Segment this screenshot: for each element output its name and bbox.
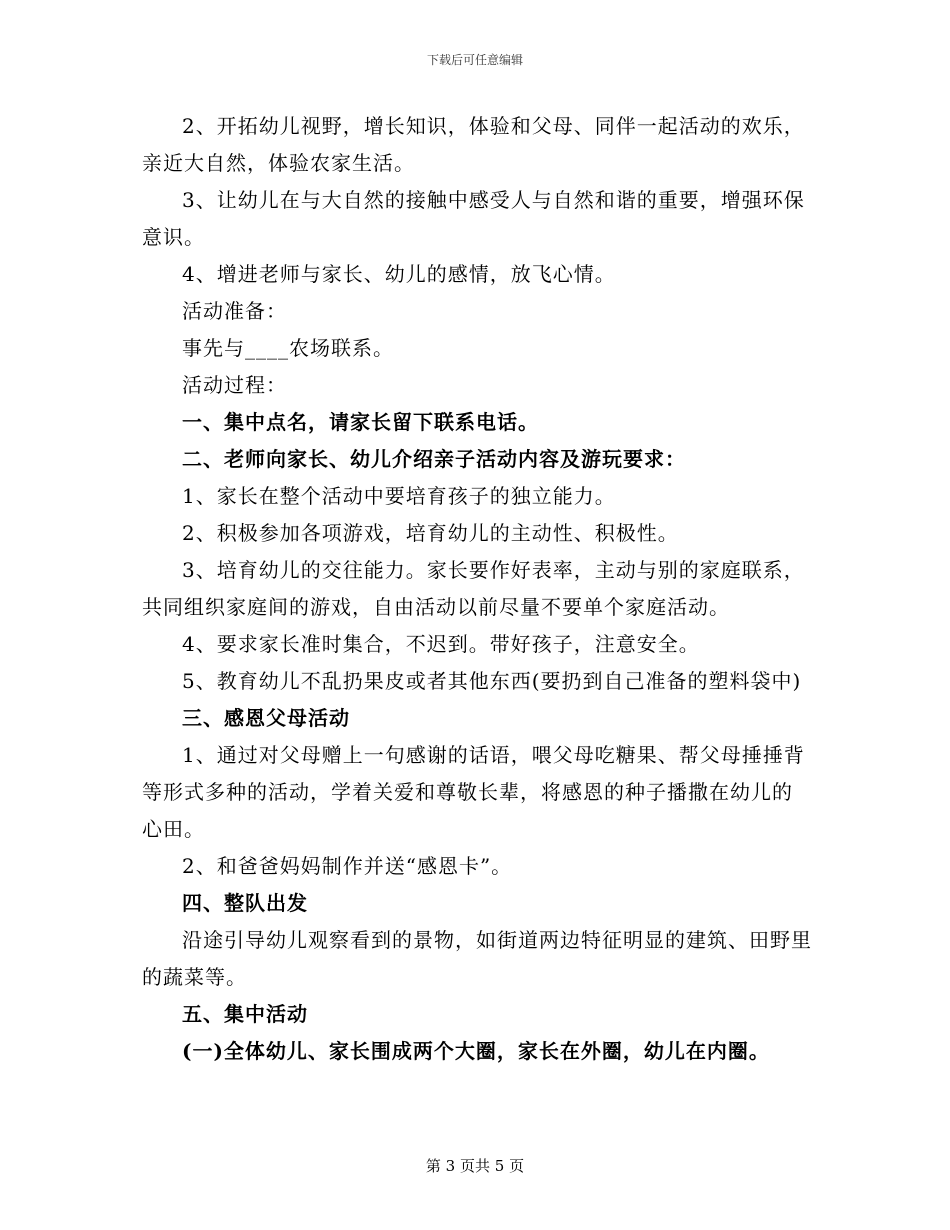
section-heading-1: 一、集中点名，请家长留下联系电话。 <box>182 410 539 434</box>
section-heading-2: 二、老师向家长、幼儿介绍亲子活动内容及游玩要求： <box>182 447 686 471</box>
paragraph-goal-2: 2、开拓幼儿视野，增长知识，体验和父母、同伴一起活动的欢乐，亲近大自然，体验农家生活。 <box>142 114 805 175</box>
paragraph-requirement-5: 5、教育幼儿不乱扔果皮或者其他东西(要扔到自己准备的塑料袋中) <box>182 669 802 693</box>
paragraph-requirement-4: 4、要求家长准时集合，不迟到。带好孩子，注意安全。 <box>182 632 700 656</box>
subsection-heading-1: (一)全体幼儿、家长围成两个大圈，家长在外圈，幼儿在内圈。 <box>182 1039 770 1063</box>
paragraph-requirement-2: 2、积极参加各项游戏，培育幼儿的主动性、积极性。 <box>182 521 679 545</box>
page-footer: 第 3 页共 5 页 <box>425 1157 525 1175</box>
section-heading-3: 三、感恩父母活动 <box>182 706 350 730</box>
paragraph-gratitude-1: 1、通过对父母赠上一句感谢的话语，喂父母吃糖果、帮父母捶捶背等形式多种的活动，学着关爱和尊敬长辈，将感恩的种子播撒在幼儿的心田。 <box>142 743 805 841</box>
paragraph-process-heading: 活动过程： <box>182 373 287 397</box>
document-body <box>142 108 812 1070</box>
section-heading-4: 四、整队出发 <box>182 891 308 915</box>
paragraph-goal-3: 3、让幼儿在与大自然的接触中感受人与自然和谐的重要，增强环保意识。 <box>142 188 805 249</box>
page-header: 下载后可任意编辑 <box>426 53 523 67</box>
section-heading-5: 五、集中活动 <box>182 1002 308 1026</box>
paragraph-preparation: 事先与____农场联系。 <box>182 336 394 360</box>
paragraph-preparation-heading: 活动准备： <box>182 299 287 323</box>
paragraph-requirement-1: 1、家长在整个活动中要培育孩子的独立能力。 <box>182 484 616 508</box>
paragraph-gratitude-2: 2、和爸爸妈妈制作并送“感恩卡”。 <box>182 854 513 878</box>
paragraph-goal-4: 4、增进老师与家长、幼儿的感情，放飞心情。 <box>182 262 616 286</box>
paragraph-requirement-3: 3、培育幼儿的交往能力。家长要作好表率，主动与别的家庭联系，共同组织家庭间的游戏，自由活动以前尽量不要单个家庭活动。 <box>142 558 805 619</box>
paragraph-departure: 沿途引导幼儿观察看到的景物，如街道两边特征明显的建筑、田野里的蔬菜等。 <box>142 928 812 989</box>
